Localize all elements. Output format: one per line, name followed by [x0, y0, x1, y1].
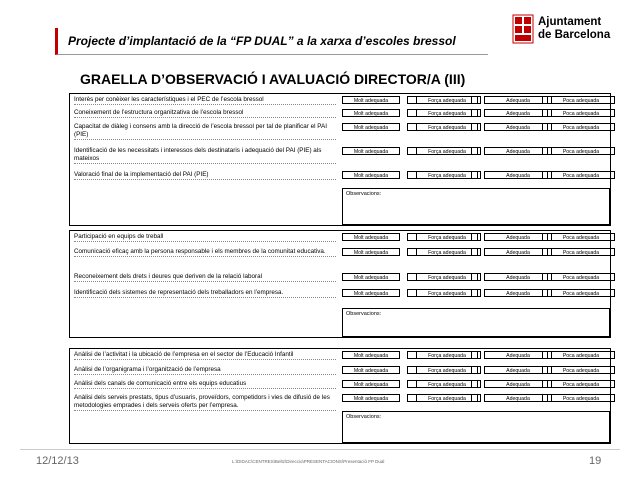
option-checkbox[interactable] — [471, 366, 481, 374]
option-label: Adequada — [484, 351, 552, 359]
question-text: Anàlisi dels canals de comunicació entre els equips educatius — [74, 380, 336, 389]
option-label: Adequada — [484, 96, 552, 104]
option-label: Poca adequada — [547, 380, 615, 388]
question-text: Identificació de les necessitats i interessos dels destinataris i adequació del PAI (PIE) als mateixos — [74, 147, 336, 164]
option-label: Força adequada — [416, 394, 478, 402]
option-label: Força adequada — [416, 351, 478, 359]
question-text: Identificació dels sistemes de representació dels treballadors en l’empresa. — [74, 289, 336, 298]
question-text: Anàlisi de l’organigrama i l’organització de l’empresa — [74, 366, 336, 375]
option-label: Poca adequada — [547, 123, 615, 131]
option-label: Poca adequada — [547, 366, 615, 374]
option-label: Poca adequada — [547, 96, 615, 104]
option-label: Adequada — [484, 248, 552, 256]
question-text: Coneixement de l’estructura organitzativa de l’escola bressol — [74, 109, 336, 118]
option-label: Poca adequada — [547, 351, 615, 359]
option-label: Molt adequada — [342, 289, 400, 297]
footer-date: 12/12/13 — [36, 455, 79, 467]
option-checkbox[interactable] — [471, 147, 481, 155]
option-label: Molt adequada — [342, 171, 400, 179]
option-label: Força adequada — [416, 123, 478, 131]
option-checkbox[interactable] — [471, 248, 481, 256]
option-label: Força adequada — [416, 289, 478, 297]
option-label: Molt adequada — [342, 123, 400, 131]
city-shield-icon — [512, 14, 534, 44]
option-label: Poca adequada — [547, 147, 615, 155]
option-label: Força adequada — [416, 366, 478, 374]
option-label: Poca adequada — [547, 394, 615, 402]
question-text: Anàlisi dels serveis prestats, tipus d’usuaris, proveïdors, competidors i vies de difusió de les metodologies emprades i dels serveis oferts per l’empresa. — [74, 394, 336, 411]
footer-divider — [20, 449, 620, 450]
doc-title: GRAELLA D’OBSERVACIÓ I AVALUACIÓ DIRECTOR/A (III) — [80, 71, 466, 87]
question-text: Anàlisi de l’activitat i la ubicació de l’empresa en el sector de l’Educació Infantil — [74, 351, 336, 360]
option-checkbox[interactable] — [471, 394, 481, 402]
option-checkbox[interactable] — [471, 123, 481, 131]
observations-box[interactable] — [342, 188, 610, 225]
option-label: Molt adequada — [342, 380, 400, 388]
question-text: Capacitat de diàleg i consens amb la direcció de l’escola bressol per tal de planificar el PAI (PIE) — [74, 123, 336, 140]
option-label: Adequada — [484, 147, 552, 155]
option-checkbox[interactable] — [471, 96, 481, 104]
option-label: Molt adequada — [342, 366, 400, 374]
option-label: Molt adequada — [342, 248, 400, 256]
option-label: Poca adequada — [547, 289, 615, 297]
option-label: Poca adequada — [547, 248, 615, 256]
option-label: Adequada — [484, 394, 552, 402]
option-label: Poca adequada — [547, 171, 615, 179]
option-checkbox[interactable] — [471, 273, 481, 281]
observations-label: Observacions: — [346, 191, 382, 197]
question-text: Comunicació eficaç amb la persona responsable i els membres de la comunitat educativa. — [74, 248, 336, 257]
option-label: Adequada — [484, 109, 552, 117]
option-label: Adequada — [484, 123, 552, 131]
observations-box[interactable] — [342, 308, 610, 337]
option-label: Força adequada — [416, 380, 478, 388]
option-label: Molt adequada — [342, 147, 400, 155]
option-label: Molt adequada — [342, 351, 400, 359]
option-label: Força adequada — [416, 171, 478, 179]
option-label: Força adequada — [416, 273, 478, 281]
option-label: Molt adequada — [342, 109, 400, 117]
option-checkbox[interactable] — [471, 351, 481, 359]
option-checkbox[interactable] — [471, 233, 481, 241]
option-label: Poca adequada — [547, 273, 615, 281]
option-label: Adequada — [484, 289, 552, 297]
option-label: Força adequada — [416, 96, 478, 104]
option-label: Adequada — [484, 233, 552, 241]
question-text: Reconeixement dels drets i deures que deriven de la relació laboral — [74, 273, 336, 282]
question-text: Valoració final de la implementació del PAI (PIE) — [74, 171, 336, 180]
option-label: Molt adequada — [342, 394, 400, 402]
footer-path: L:\DIDAC\CENTRES\Beltz\Direccio\PRESENTACIONS\Presentació FP Dual — [232, 459, 385, 464]
option-label: Força adequada — [416, 248, 478, 256]
observations-box[interactable] — [342, 411, 610, 443]
option-checkbox[interactable] — [471, 171, 481, 179]
header-title: Projecte d’implantació de la “FP DUAL” a la xarxa d’escoles bressol — [68, 34, 456, 48]
option-label: Força adequada — [416, 233, 478, 241]
option-checkbox[interactable] — [471, 289, 481, 297]
option-label: Molt adequada — [342, 96, 400, 104]
section-3 — [69, 348, 611, 444]
logo-line1: Ajuntament — [538, 16, 602, 28]
option-label: Adequada — [484, 171, 552, 179]
option-label: Molt adequada — [342, 233, 400, 241]
option-label: Molt adequada — [342, 273, 400, 281]
question-text: Interès per conèixer les característiques i el PEC de l’escola bressol — [74, 96, 336, 105]
question-text: Participació en equips de treball — [74, 233, 336, 242]
option-checkbox[interactable] — [471, 380, 481, 388]
option-checkbox[interactable] — [471, 109, 481, 117]
ajuntament-logo — [512, 14, 632, 50]
option-label: Força adequada — [416, 147, 478, 155]
observations-label: Observacions: — [346, 311, 382, 317]
option-label: Poca adequada — [547, 233, 615, 241]
logo-line2: de Barcelona — [538, 29, 611, 41]
option-label: Adequada — [484, 380, 552, 388]
section-2 — [69, 230, 611, 338]
observations-label: Observacions: — [346, 414, 382, 420]
section-1 — [69, 93, 611, 226]
option-label: Força adequada — [416, 109, 478, 117]
header-bar — [55, 28, 488, 55]
logo-text — [538, 16, 610, 42]
page-number: 19 — [589, 455, 602, 467]
option-label: Adequada — [484, 273, 552, 281]
option-label: Adequada — [484, 366, 552, 374]
option-label: Poca adequada — [547, 109, 615, 117]
